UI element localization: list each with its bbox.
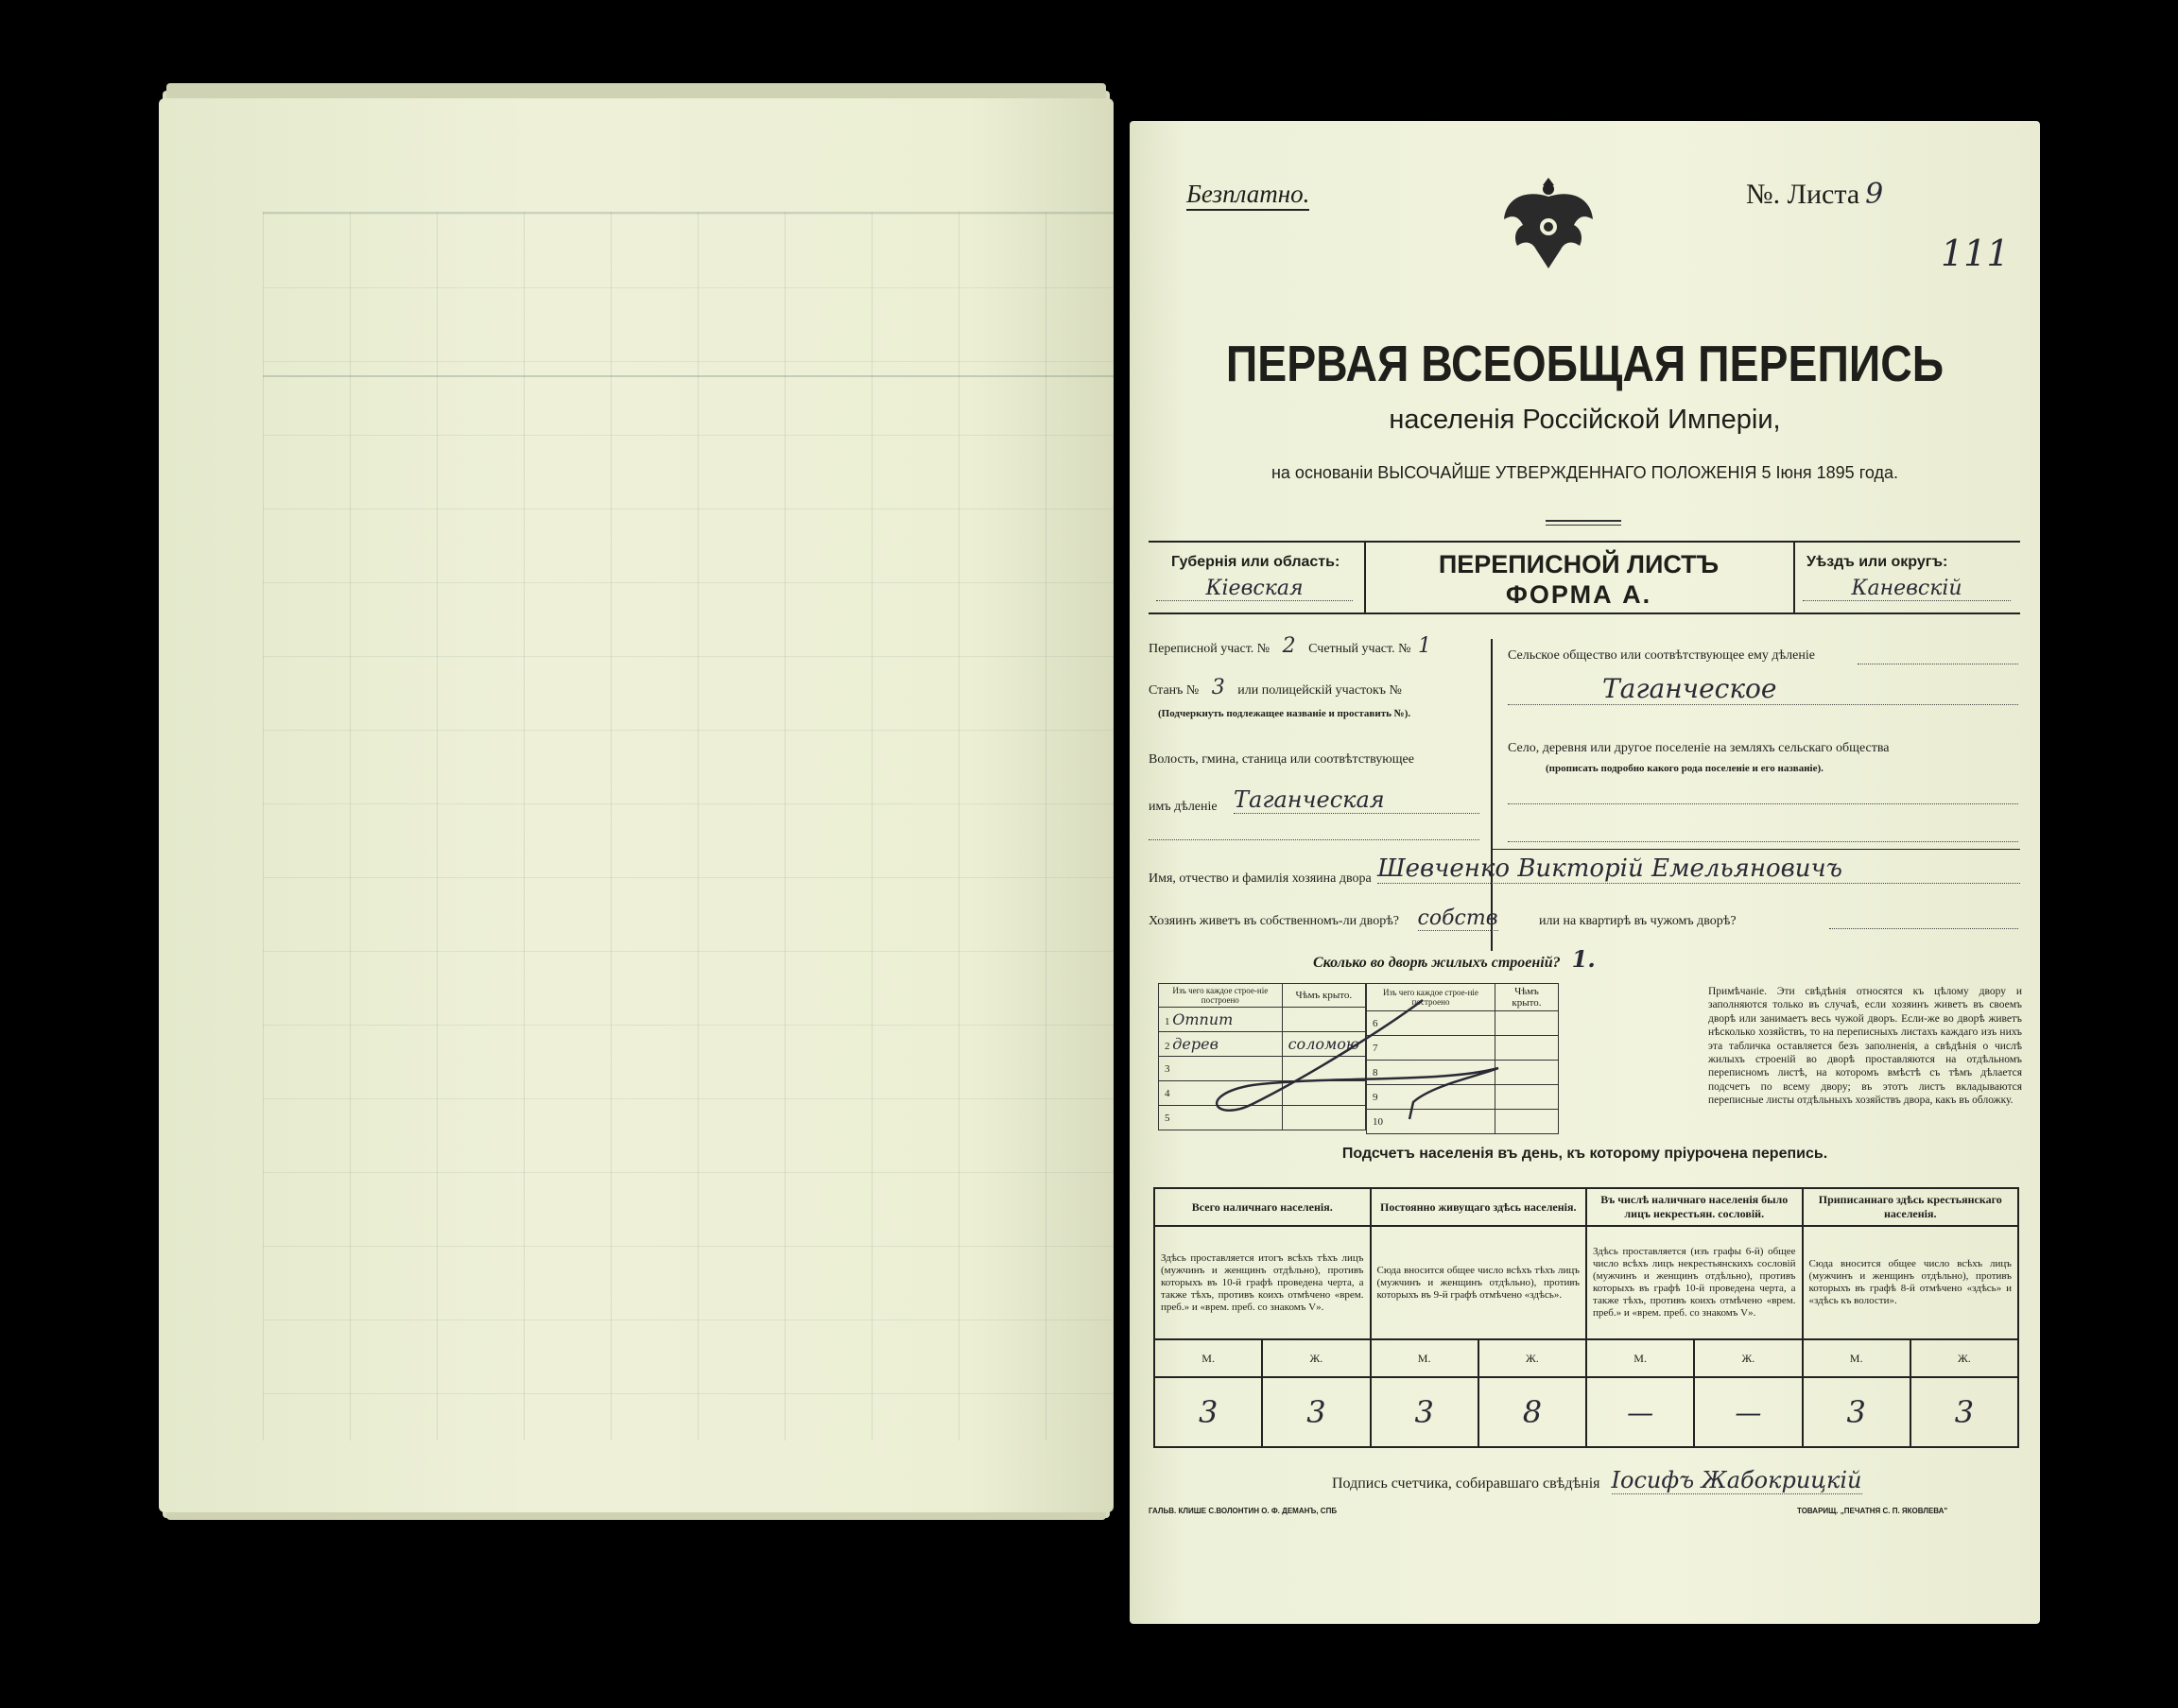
female-label: Ж. — [1694, 1339, 1802, 1377]
dotted-line — [1829, 928, 2018, 929]
rule — [1491, 849, 2020, 850]
uezd-value: Каневскій — [1803, 577, 2011, 601]
table-row: 1 Отпит — [1159, 1008, 1366, 1032]
dotted-line — [1508, 841, 2018, 842]
rule — [1793, 541, 1795, 612]
left-page — [159, 98, 1114, 1512]
dotted-line — [1508, 803, 2018, 804]
table-row: 3 — [1159, 1057, 1366, 1081]
male-label: М. — [1803, 1339, 1910, 1377]
form-a-label: ФОРМА А. — [1505, 580, 1652, 609]
sheet-number-label: №. Листа 9 — [1746, 178, 1884, 211]
volost-label-line1: Волость, гмина, станица или соотвѣтствующее — [1149, 752, 1414, 767]
pop-col-header: Въ числѣ наличнаго населенія было лицъ некрестьян. сословій. — [1586, 1188, 1803, 1226]
table-row: 10 — [1367, 1110, 1559, 1134]
volost-value: Таганческая — [1234, 786, 1479, 814]
table-row: 2 дерев соломою — [1159, 1032, 1366, 1057]
ornament-divider — [1546, 520, 1621, 526]
pop-value: — — [1694, 1377, 1802, 1447]
village-note: (прописать подробно какого рода поселеніе и его названіе). — [1546, 763, 1824, 774]
rule — [1149, 541, 2020, 543]
residence-label: Хозяинъ живетъ въ собственномъ-ли дворѣ? собств или на квартирѣ въ чужомъ дворѣ? — [1149, 906, 1737, 930]
census-form-page — [1130, 121, 2040, 1624]
gubernia-value: Кіевская — [1156, 577, 1353, 601]
census-district-field: Переписной участ. № 2 Счетный участ. № 1 — [1149, 634, 1431, 658]
table-row: 4 — [1159, 1081, 1366, 1106]
ghost-table-grid — [263, 212, 1114, 1441]
strike-flourish — [1196, 991, 1527, 1123]
pop-col-header: Приписаннаго здѣсь крестьянскаго населенія. — [1803, 1188, 2019, 1226]
pop-col-desc: Здѣсь проставляется итогъ всѣхъ тѣхъ лицъ (мужчинъ и женщинъ отдѣльно), противъ которыхъ въ 10-й графѣ проведена черта, а также тѣхъ, противъ коихъ отмѣчено «врем. преб.» и «врем. преб. со знакомъ V». — [1154, 1226, 1371, 1339]
rule — [1149, 612, 2020, 614]
table-row: 5 — [1159, 1106, 1366, 1130]
male-label: М. — [1586, 1339, 1694, 1377]
col-built-header: Изъ чего каждое строе-ніе построено — [1159, 984, 1283, 1008]
pop-value: — — [1586, 1377, 1694, 1447]
pop-value: 3 — [1803, 1377, 1910, 1447]
table-row — [1154, 1377, 2018, 1447]
society-value: Таганческое — [1508, 673, 2018, 705]
pop-col-desc: Здѣсь проставляется (изъ графы 6-й) общее число всѣхъ лицъ некрестьянскихъ сословій (мужчинъ и женщинъ отдѣльно), противъ которыхъ въ графѣ 10-й проведена черта, а также тѣхъ, противъ коихъ отмѣчено «врем. преб.» и «врем. преб. со знакомъ V». — [1586, 1226, 1803, 1339]
census-sheet-title: ПЕРЕПИСНОЙ ЛИСТЪ — [1438, 550, 1720, 578]
owner-name-value: Шевченко Викторій Емельяновичъ — [1377, 854, 2020, 884]
pop-col-desc: Сюда вносится общее число всѣхъ тѣхъ лицъ (мужчинъ и женщинъ отдѣльно), противъ которыхъ въ 9-й графѣ отмѣчено «здѣсь». — [1371, 1226, 1587, 1339]
female-label: Ж. — [1478, 1339, 1586, 1377]
male-label: М. — [1371, 1339, 1478, 1377]
pop-col-desc: Сюда вносится общее число всѣхъ лицъ (мужчинъ и женщинъ отдѣльно), противъ которыхъ въ графѣ 8-й отмѣчено «здѣсь» и «здѣсь къ волости». — [1803, 1226, 2019, 1339]
owner-name-label: Имя, отчество и фамилія хозяина двора — [1149, 871, 1372, 886]
female-label: Ж. — [1910, 1339, 2018, 1377]
col-built-header: Изъ чего каждое строе-ніе построено — [1367, 984, 1495, 1011]
pop-value: 3 — [1154, 1377, 1262, 1447]
note-text: Примѣчаніе. Эти свѣдѣнія относятся къ цѣлому двору и заполняются только въ случаѣ, если хозяинъ живетъ въ своемъ дворѣ или занимаетъ весь чужой дворъ. Если-же во дворѣ живетъ нѣсколько хозяйствъ, то на переписныхъ листахъ каждаго изъ нихъ эта табличка оставляется безъ заполненія, а свѣдѣнія о числѣ жилыхъ строеній во дворѣ проставляются на отдѣльномъ переписномъ листѣ, на которомъ вмѣстѣ съ тѣмъ дѣлается подсчетъ по всему двору; въ этотъ листъ вкладываются переписные листы отдѣльныхъ хозяйствъ двора, какъ въ обложку. — [1708, 986, 2022, 1107]
table-row: 7 — [1367, 1036, 1559, 1061]
pop-col-header: Всего наличнаго населенія. — [1154, 1188, 1371, 1226]
col-roof-header: Чѣмъ крыто. — [1282, 984, 1365, 1008]
male-label: М. — [1154, 1339, 1262, 1377]
census-subtitle: населенія Россійской Имперіи, — [1389, 405, 1781, 435]
volost-label-line2: имъ дѣленіе — [1149, 800, 1218, 814]
buildings-count-field: Сколько во дворѣ жилыхъ строеній? 1. — [1313, 945, 1596, 973]
female-label: Ж. — [1262, 1339, 1370, 1377]
population-title: Подсчетъ населенія въ день, къ которому пріурочена перепись. — [1341, 1146, 1828, 1162]
footer-printer-left: ГАЛЬВ. КЛИШЕ С.ВОЛОНТИН О. Ф. ДЕМАНЪ, СПБ — [1149, 1507, 1338, 1515]
table-row: 8 — [1367, 1061, 1559, 1085]
handwritten-sheet-number: 111 — [1941, 233, 2010, 274]
pop-value: 3 — [1910, 1377, 2018, 1447]
table-row: 6 — [1367, 1011, 1559, 1036]
stan-field: Станъ № 3 или полицейскій участокъ № — [1149, 676, 1402, 699]
free-label: Безплатно. — [1186, 180, 1309, 211]
table-row: 9 — [1367, 1085, 1559, 1110]
census-main-title: ПЕРВАЯ ВСЕОБЩАЯ ПЕРЕПИСЬ — [1225, 336, 1945, 392]
population-table — [1153, 1187, 2019, 1448]
double-headed-eagle-emblem — [1496, 170, 1600, 276]
pop-value: 3 — [1262, 1377, 1370, 1447]
footer-printer-right: ТОВАРИЩ. „ПЕЧАТНЯ С. П. ЯКОВЛЕВА" — [1797, 1507, 1948, 1515]
dotted-line — [1149, 839, 1479, 840]
gubernia-label: Губернія или область: — [1171, 554, 1340, 570]
signature-field: Подпись счетчика, собиравшаго свѣдѣнія Іосифъ Жабокрицкій — [1332, 1467, 1862, 1493]
village-label: Село, деревня или другое поселеніе на земляхъ сельскаго общества — [1508, 741, 1890, 755]
pop-value: 8 — [1478, 1377, 1586, 1447]
col-roof-header: Чѣмъ крыто. — [1495, 984, 1558, 1011]
census-basis-line: на основаніи ВЫСОЧАЙШЕ УТВЕРЖДЕННАГО ПОЛОЖЕНІЯ 5 Іюня 1895 года. — [1270, 463, 1898, 482]
society-label: Сельское общество или соотвѣтствующее ему дѣленіе — [1508, 648, 1815, 663]
pop-value: 3 — [1371, 1377, 1478, 1447]
rule — [1491, 639, 1493, 951]
stan-note: (Подчеркнуть подлежащее названіе и проставить №). — [1158, 708, 1411, 719]
pop-col-header: Постоянно живущаго здѣсь населенія. — [1371, 1188, 1587, 1226]
uezd-label: Уѣздъ или округъ: — [1806, 554, 1948, 570]
